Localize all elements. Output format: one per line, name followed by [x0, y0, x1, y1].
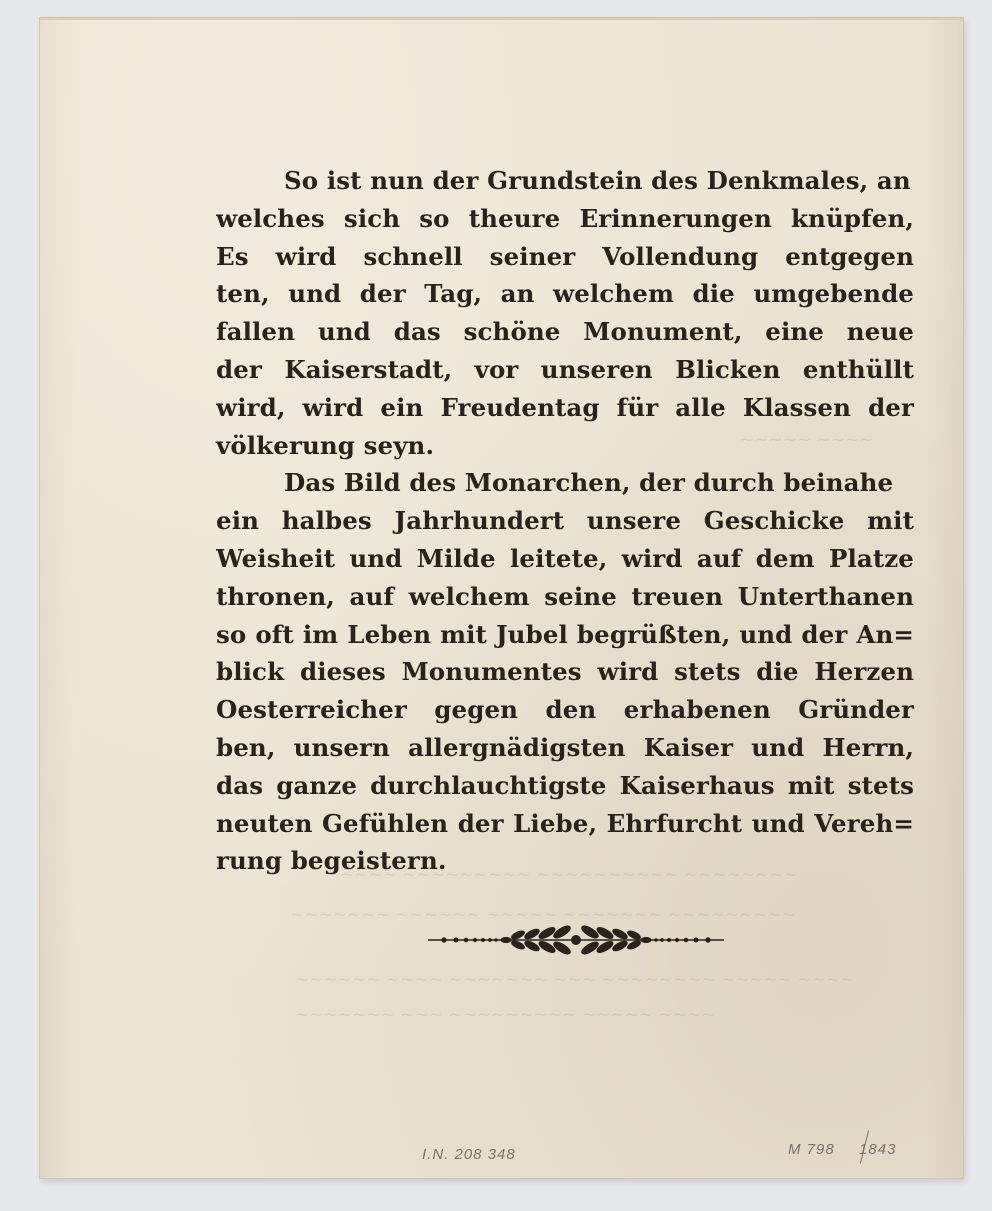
text-line: Es wird schnell seiner Vollendung entgegen [216, 241, 914, 271]
bleed-through-texture: ~~~~~~~ ~~~~~~ ~~~~~ ~~~~~~~ ~~~~~~~~~ [290, 905, 796, 925]
text-line: der Kaiserstadt, vor unseren Blicken enthüllt [216, 354, 914, 384]
catalog-number [788, 1141, 896, 1158]
text-line: Das Bild des Monarchen, der durch beinahe [284, 468, 894, 498]
catalog-year: 1843 [859, 1141, 897, 1158]
text-line: So ist nun der Grundstein des Denkmales, an [284, 166, 911, 195]
bleed-through-texture: ~~~~~~~ ~~~ ~~~~~~~~~ ~~~~~ ~~~~ [295, 1005, 716, 1025]
text-line: ein halbes Jahrhundert unsere Geschicke mit [216, 506, 914, 536]
text-line: blick dieses Monumentes wird stets die Herzen [216, 657, 914, 687]
text-line: Oesterreicher gegen den erhabenen Gründer [216, 695, 914, 725]
text-line: ben, unsern allergnädigsten Kaiser und Herrn, [216, 732, 914, 762]
text-line: Weisheit und Milde leitete, wird auf dem Platze [216, 543, 914, 573]
text-line: fallen und das schöne Monument, eine neue [216, 317, 914, 347]
inventory-number: I.N. 208 348 [422, 1146, 516, 1163]
bleed-through-texture: ~~~~~ ~~~~ [740, 430, 874, 450]
bleed-through-texture: ~~~~ ~~~~~~~~~ ~~~~~~~~~~ ~~~~~~~~ [340, 865, 798, 885]
text-line: welches sich so theure Erinnerungen knüpfen, [216, 203, 914, 233]
text-line: das ganze durchlauchtigste Kaiserhaus mit stets [216, 770, 914, 800]
text-line: rung begeistern. [216, 846, 447, 876]
bleed-through-texture: ~~~~~~ ~~~~ ~~~~~~~ ~~~ ~~~~~~~~ ~~~~~ ~~~~ [295, 970, 855, 990]
main-text [216, 162, 914, 880]
catalog-id: M 798 [788, 1141, 835, 1158]
text-line: neuten Gefühlen der Liebe, Ehrfurcht und Vereh= [216, 808, 914, 838]
text-line: thronen, auf welchem seine treuen Unterthanen [216, 581, 914, 611]
text-line: wird, wird ein Freudentag für alle Klassen der [216, 392, 914, 422]
text-line: ten, und der Tag, an welchem die umgebende [216, 279, 914, 309]
text-line: völkerung seyn. [216, 430, 435, 460]
leaf-ornament-icon [426, 923, 726, 957]
text-line: so oft im Leben mit Jubel begrüßten, und der An= [216, 619, 914, 649]
